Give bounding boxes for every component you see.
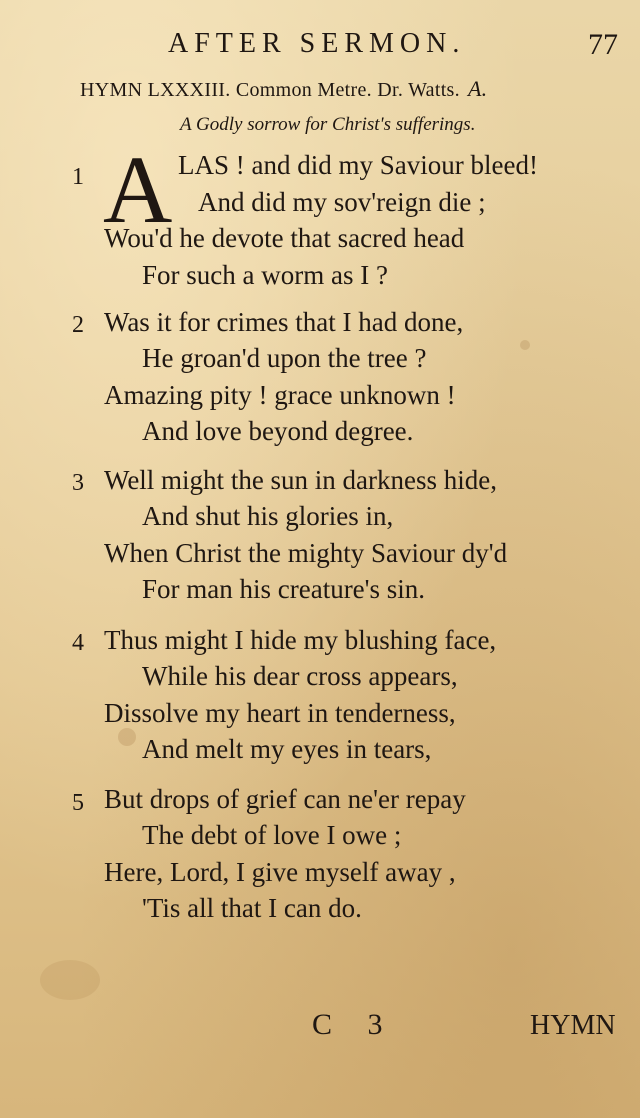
paper-stain bbox=[520, 340, 530, 350]
page-number: 77 bbox=[588, 28, 618, 61]
stanza-number: 2 bbox=[72, 312, 84, 338]
verse-line: But drops of grief can ne'er repay bbox=[104, 784, 466, 814]
stanza-number: 5 bbox=[72, 790, 84, 816]
verse-line: Dissolve my heart in tenderness, bbox=[104, 698, 456, 728]
hymn-subtitle: A Godly sorrow for Christ's sufferings. bbox=[180, 114, 476, 135]
verse-line: Wou'd he devote that sacred head bbox=[104, 223, 465, 253]
verse-line: Was it for crimes that I had done, bbox=[104, 307, 464, 337]
verse-line: He groan'd upon the tree ? bbox=[142, 343, 427, 373]
verse-line: And did my sov'reign die ; bbox=[198, 187, 486, 217]
verse-line: When Christ the mighty Saviour dy'd bbox=[104, 538, 508, 568]
page-header bbox=[0, 28, 640, 72]
verse-line: And shut his glories in, bbox=[142, 501, 394, 531]
running-head: AFTER SERMON. bbox=[168, 28, 466, 59]
tune-mark: A. bbox=[467, 76, 488, 101]
stanza-number: 1 bbox=[72, 164, 84, 190]
signature-mark: C 3 bbox=[312, 1008, 397, 1041]
verse-line: Here, Lord, I give myself away , bbox=[104, 857, 456, 887]
hymn-title: HYMN LXXXIII. Common Metre. Dr. Watts. bbox=[80, 79, 460, 101]
catchword: HYMN bbox=[530, 1010, 616, 1041]
paper-stain bbox=[40, 960, 100, 1000]
drop-cap: A bbox=[103, 136, 173, 243]
hymn-heading bbox=[80, 76, 620, 102]
stanza-number: 4 bbox=[72, 630, 84, 656]
verse-line: LAS ! and did my Saviour bleed! bbox=[178, 150, 538, 180]
verse-line: For man his creature's sin. bbox=[142, 574, 426, 604]
verse-line: While his dear cross appears, bbox=[142, 661, 458, 691]
verse-line: 'Tis all that I can do. bbox=[142, 893, 362, 923]
verse-line: For such a worm as I ? bbox=[142, 260, 388, 290]
verse-line: Amazing pity ! grace unknown ! bbox=[104, 380, 456, 410]
verse-line: The debt of love I owe ; bbox=[142, 820, 402, 850]
verse-line: Thus might I hide my blushing face, bbox=[104, 625, 497, 655]
stanza-number: 3 bbox=[72, 470, 84, 496]
page-footer bbox=[0, 1008, 640, 1058]
paper-stain bbox=[118, 728, 136, 746]
verse-line: And love beyond degree. bbox=[142, 416, 414, 446]
verse-line: Well might the sun in darkness hide, bbox=[104, 465, 498, 495]
verse-line: And melt my eyes in tears, bbox=[142, 734, 432, 764]
